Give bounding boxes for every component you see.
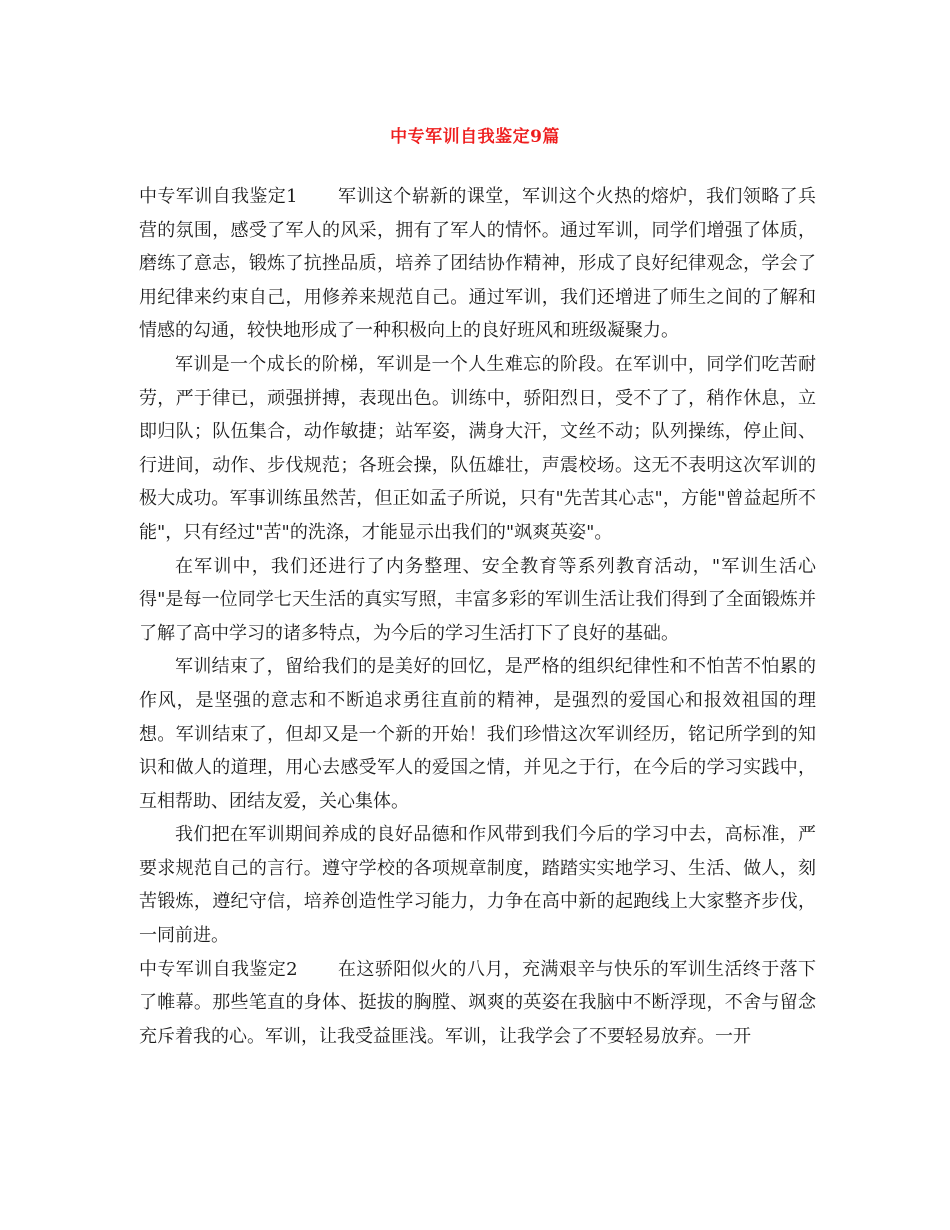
section-2-heading: 中专军训自我鉴定2 <box>139 958 298 980</box>
section-1-lead-text: 军训这个崭新的课堂，军训这个火热的熔炉，我们领略了兵营的氛围，感受了军人的风采，拥有了军人的情怀。通过军训，同学们增强了体质，磨练了意志，锻炼了抗挫品质，培养了团结协作精神，形成了良好纪律观念，学会了用纪律来约束自己，用修养来规范自己。通过军训，我们还增进了师生之间的了解和情感的勾通，较快地形成了一种积极向上的良好班风和班级凝聚力。 <box>139 186 816 342</box>
section-1-paragraph-1: 军训是一个成长的阶梯，军训是一个人生难忘的阶段。在军训中，同学们吃苦耐劳，严于律已，顽强拼搏，表现出色。训练中，骄阳烈日，受不了了，稍作休息，立即归队；队伍集合，动作敏捷；站军姿，满身大汗，文丝不动；队列操练，停止间、行进间，动作、步伐规范；各班会操，队伍雄壮，声震校场。这无不表明这次军训的极大成功。军事训练虽然苦，但正如孟子所说，只有"先苦其心志"，方能"曾益起所不能"，只有经过"苦"的洗涤，才能显示出我们的"飒爽英姿"。 <box>139 353 816 543</box>
section-2-lead-text: 在这骄阳似火的八月，充满艰辛与快乐的军训生活终于落下了帷幕。那些笔直的身体、挺拔的胸膛、飒爽的英姿在我脑中不断浮现，不舍与留念充斥着我的心。军训，让我受益匪浅。军训，让我学会了不要轻易放弃。一开 <box>139 958 816 1047</box>
document-title: 中专军训自我鉴定9篇 <box>390 127 560 147</box>
section-1-lead-paragraph <box>139 180 816 348</box>
section-2-lead-paragraph <box>139 953 816 1054</box>
section-1-paragraph-3: 军训结束了，留给我们的是美好的回忆，是严格的组织纪律性和不怕苦不怕累的作风，是坚强的意志和不断追求勇往直前的精神，是强烈的爱国心和报效祖国的理想。军训结束了，但却又是一个新的开始！我们珍惜这次军训经历，铭记所学到的知识和做人的道理，用心去感受军人的爱国之情，并见之于行，在今后的学习实践中，互相帮助、团结友爱，关心集体。 <box>139 656 816 812</box>
section-1-paragraph-4: 我们把在军训期间养成的良好品德和作风带到我们今后的学习中去，高标准，严要求规范自己的言行。遵守学校的各项规章制度，踏踏实实地学习、生活、做人，刻苦锻炼，遵纪守信，培养创造性学习能力，力争在高中新的起跑线上大家整齐步伐，一同前进。 <box>139 824 816 947</box>
section-1-heading: 中专军训自我鉴定1 <box>139 186 298 207</box>
document-body <box>139 180 816 1053</box>
section-1-paragraph-2: 在军训中，我们还进行了内务整理、安全教育等系列教育活动，"军训生活心得"是每一位同学七天生活的真实写照，丰富多彩的军训生活让我们得到了全面锻炼并了解了高中学习的诸多特点，为今后的学习生活打下了良好的基础。 <box>139 555 816 644</box>
